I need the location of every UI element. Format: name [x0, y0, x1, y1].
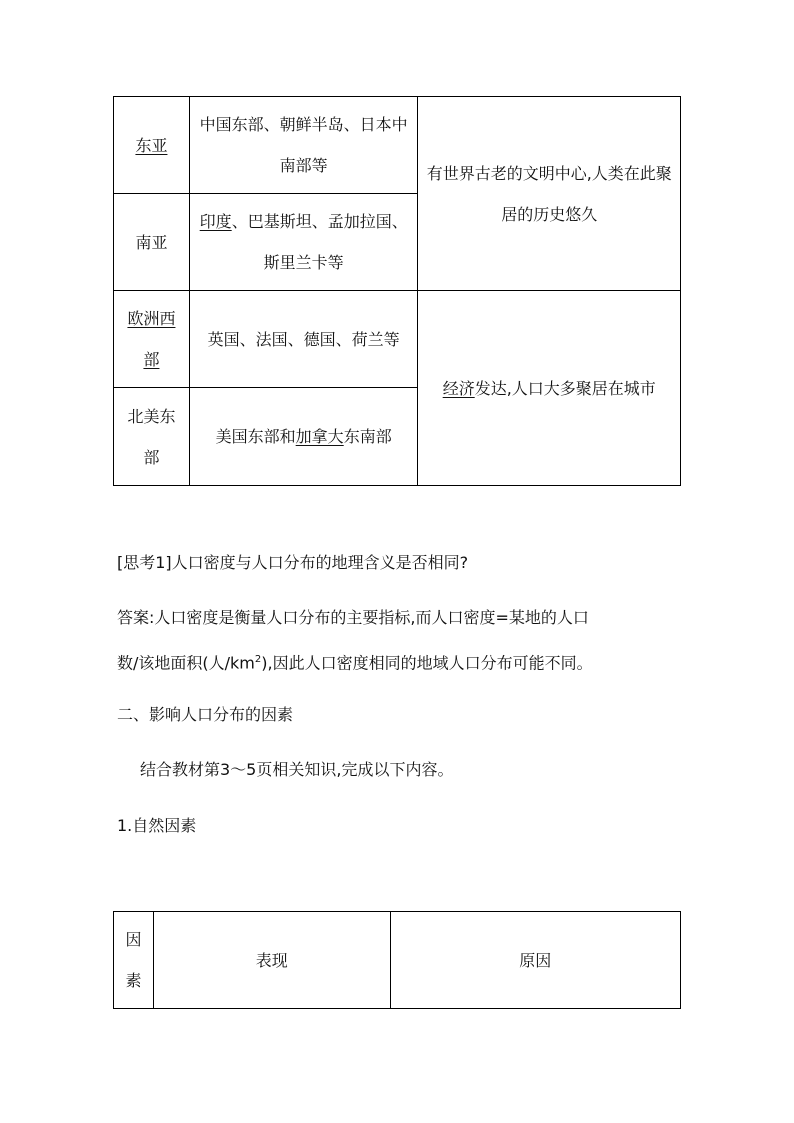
header-factor: 因素: [114, 912, 154, 1009]
table-row: [114, 97, 681, 194]
population-distribution-table: [113, 96, 681, 486]
answer-line-2-pre: 数/该地面积(人/km: [117, 653, 255, 673]
countries-cell: [189, 194, 418, 291]
countries-rest: 、巴基斯坦、孟加拉国、斯里兰卡等: [231, 212, 408, 272]
region-cell: 北美东部: [114, 388, 190, 486]
feature-west-cell: [418, 291, 681, 486]
region-cell: [114, 97, 190, 194]
answer-line-1: 答案:人口密度是衡量人口分布的主要指标,而人口密度=某地的人口: [117, 608, 589, 627]
region-cell: 南亚: [114, 194, 190, 291]
header-reason: 原因: [390, 912, 680, 1009]
feature-west-rest: 发达,人口大多聚居在城市: [474, 378, 656, 398]
section-heading: 二、影响人口分布的因素: [117, 705, 294, 724]
instruction-text: 结合教材第3～5页相关知识,完成以下内容。: [140, 760, 454, 779]
countries-cell: 中国东部、朝鲜半岛、日本中南部等: [189, 97, 418, 194]
answer-line-2-post: ),因此人口密度相同的地域人口分布可能不同。: [261, 653, 593, 673]
countries-post: 东南部: [343, 427, 392, 446]
countries-cell: [189, 388, 418, 486]
country-india: 印度: [199, 212, 232, 231]
natural-factors-table: [113, 911, 681, 1009]
region-east-asia: 东亚: [135, 135, 168, 155]
think-question: [思考1]人口密度与人口分布的地理含义是否相同?: [117, 553, 469, 572]
answer-line-2: [117, 648, 593, 675]
table-row: [114, 291, 681, 388]
country-canada: 加拿大: [295, 427, 344, 446]
table-header-row: [114, 912, 681, 1009]
region-west-europe: 欧洲西部: [127, 309, 176, 369]
feature-asia-cell: 有世界古老的文明中心,人类在此聚居的历史悠久: [418, 97, 681, 291]
superscript-two: 2: [254, 654, 262, 665]
economy-word: 经济: [442, 378, 475, 398]
countries-cell: 英国、法国、德国、荷兰等: [189, 291, 418, 388]
subsection-heading: 1.自然因素: [117, 816, 197, 835]
region-cell: [114, 291, 190, 388]
header-show: 表现: [153, 912, 390, 1009]
countries-pre: 美国东部和: [215, 427, 296, 446]
